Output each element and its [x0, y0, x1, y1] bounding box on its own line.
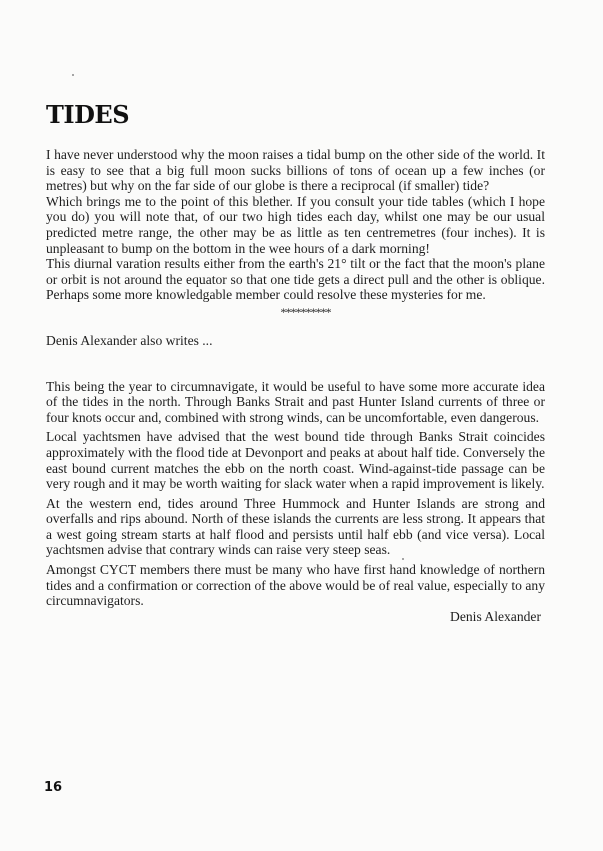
- paragraph-western-end: At the western end, tides around Three Hummock and Hunter Islands are strong and overfalls and rips abound. North of these islands the currents are less strong. It appears that a west going stream starts at half flood and persists until half ebb (and vice versa). Local yachtsmen advise that contrary winds can raise very steep seas.: [46, 495, 545, 558]
- scan-speck: [402, 558, 404, 560]
- section-divider: **********: [280, 304, 331, 319]
- paragraph-cyct-members: Amongst CYCT members there must be many who have first hand knowledge of northern tides and a confirmation or correction of the above would be of real value, especially to any circumnavigators.: [46, 562, 545, 609]
- paragraph-circumnavigate: This being the year to circumnavigate, it would be useful to have some more accurate idea of the tides in the north. Through Banks Strait and past Hunter Island currents of three or four knots occur and, combined with strong winds, can be uncomfortable, even dangerous.: [46, 378, 545, 425]
- article-body: [46, 147, 545, 624]
- author-signature: Denis Alexander: [450, 608, 541, 624]
- page-number: 16: [44, 780, 63, 795]
- paragraph-banks-strait: Local yachtsmen have advised that the west bound tide through Banks Strait coincides approximately with the flood tide at Devonport and peaks at about half tide. Conversely the east bound current matches the ebb on the north coast. Wind-against-tide passage can be very rough and it may be worth waiting for slack water when a rapid improvement is likely.: [46, 429, 545, 492]
- paragraph-tide-tables: Which brings me to the point of this blether. If you consult your tide tables (which I hope you do) you will note that, of our two high tides each day, whilst one may be our usual predicted metre range, the other may be as little as ten centremetres (four inches). It is unpleasant to bump on the bottom in the wee hours of a dark morning!: [46, 193, 545, 256]
- article-title: TIDES: [46, 100, 130, 129]
- attribution-line: Denis Alexander also writes ...: [46, 332, 213, 348]
- paragraph-moon-bump: I have never understood why the moon raises a tidal bump on the other side of the world. It is easy to see that a big full moon sucks billions of tons of ocean up a few inches (or metres) but why on the far side of our globe is there a reciprocal (if smaller) tide?: [46, 147, 545, 194]
- paragraph-diurnal-variation: This diurnal varation results either from the earth's 21° tilt or the fact that the moon's plane or orbit is not around the equator so that one tide gets a direct pull and the other is oblique. Perhaps some more knowledgable member could resolve these mysteries for me.: [46, 256, 545, 303]
- scan-speck: [72, 74, 74, 76]
